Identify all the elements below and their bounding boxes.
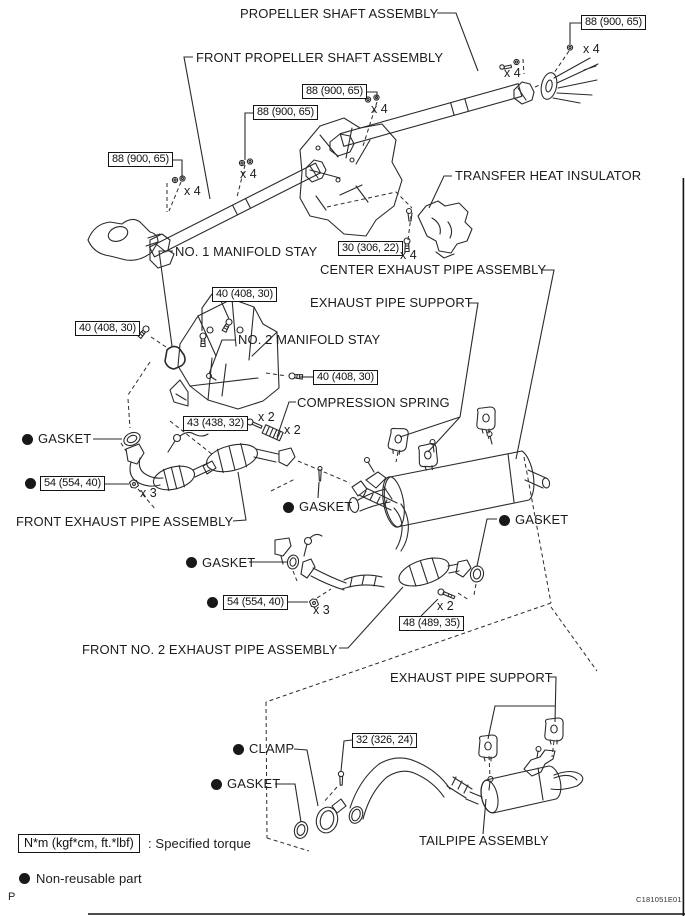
transfer-case-sketch [300, 118, 402, 236]
torque-40-stay-upper: 40 (408, 30) [212, 287, 277, 302]
label-gasket-4: GASKET [515, 512, 569, 527]
qty-x4-front-lower: x 4 [184, 184, 201, 198]
torque-43-spring-bolt: 43 (438, 32) [183, 416, 248, 431]
legend-torque-desc: : Specified torque [148, 836, 251, 851]
figure-code: C181051E01 [636, 895, 682, 904]
torque-88-center-flange: 88 (900, 65) [302, 84, 367, 99]
torque-30-heat-insulator: 30 (306, 22) [338, 241, 403, 256]
torque-40-stay-right: 40 (408, 30) [313, 370, 378, 385]
label-tailpipe-assembly: TAILPIPE ASSEMBLY [419, 833, 549, 848]
label-front-exhaust-pipe-assembly: FRONT EXHAUST PIPE ASSEMBLY [16, 514, 234, 529]
legend-non-reusable-dot [19, 873, 30, 884]
non-reusable-dot-gasket-3 [186, 557, 197, 568]
label-no1-manifold-stay: NO. 1 MANIFOLD STAY [175, 244, 318, 259]
qty-x4-insulator: x 4 [400, 248, 417, 262]
qty-x2-spring-bolt: x 2 [258, 410, 275, 424]
non-reusable-dot-gasket-1 [22, 434, 33, 445]
label-exhaust-pipe-support-2: EXHAUST PIPE SUPPORT [390, 670, 553, 685]
torque-54-no2-pipe: 54 (554, 40) [223, 595, 288, 610]
non-reusable-dot-gasket-5 [211, 779, 222, 790]
label-gasket-5: GASKET [227, 776, 281, 791]
non-reusable-dot-gasket-2 [283, 502, 294, 513]
torque-48-no2-outlet: 48 (489, 35) [399, 616, 464, 631]
page-frame [88, 178, 685, 916]
torque-40-stay-left: 40 (408, 30) [75, 321, 140, 336]
torque-32-clamp: 32 (326, 24) [352, 733, 417, 748]
qty-x2-spring: x 2 [284, 423, 301, 437]
torque-54-front-pipe: 54 (554, 40) [40, 476, 105, 491]
label-no2-manifold-stay: NO. 2 MANIFOLD STAY [238, 332, 381, 347]
no1-manifold-stay-part [165, 346, 185, 369]
label-gasket-2: GASKET [299, 499, 353, 514]
non-reusable-dot-54b [207, 597, 218, 608]
legend-non-reusable-text: Non-reusable part [36, 871, 142, 886]
legend-torque-unit-box: N*m (kgf*cm, ft.*lbf) [18, 834, 140, 853]
non-reusable-dot-54a [25, 478, 36, 489]
label-exhaust-pipe-support-1: EXHAUST PIPE SUPPORT [310, 295, 473, 310]
non-reusable-dot-gasket-4 [499, 515, 510, 526]
label-transfer-heat-insulator: TRANSFER HEAT INSULATOR [455, 168, 642, 183]
torque-88-front-upper: 88 (900, 65) [253, 105, 318, 120]
qty-x4-rear-flange: x 4 [583, 42, 600, 56]
front-exhaust-pipe-sketch [122, 430, 295, 494]
torque-88-rear-flange: 88 (900, 65) [581, 15, 646, 30]
qty-x2-no2-outlet: x 2 [437, 599, 454, 613]
label-propeller-shaft-assembly: PROPELLER SHAFT ASSEMBLY [240, 6, 439, 21]
clamp-sketch [313, 771, 346, 835]
no2-manifold-stay-bolt [207, 374, 217, 381]
label-clamp: CLAMP [249, 741, 295, 756]
qty-x4-center-flange: x 4 [371, 102, 388, 116]
label-gasket-1: GASKET [38, 431, 92, 446]
label-front-propeller-shaft-assembly: FRONT PROPELLER SHAFT ASSEMBLY [196, 50, 444, 65]
qty-x3-no2-pipe: x 3 [313, 603, 330, 617]
qty-x3-front-pipe: x 3 [140, 486, 157, 500]
engine-sketch [170, 299, 279, 409]
label-center-exhaust-pipe-assembly: CENTER EXHAUST PIPE ASSEMBLY [320, 262, 547, 277]
label-front-no2-exhaust-pipe-assembly: FRONT NO. 2 EXHAUST PIPE ASSEMBLY [82, 642, 338, 657]
page-marker: P [8, 891, 16, 903]
label-gasket-3: GASKET [202, 555, 256, 570]
qty-x4-center-bearing: x 4 [504, 66, 521, 80]
torque-88-front-lower: 88 (900, 65) [108, 152, 173, 167]
differential-flange-sketch [539, 58, 598, 103]
gasket-stud [318, 467, 322, 482]
tailpipe-sketch [347, 747, 583, 826]
label-compression-spring: COMPRESSION SPRING [297, 395, 450, 410]
rear-axle-sketch [88, 219, 160, 260]
qty-x4-front-upper: x 4 [240, 167, 257, 181]
tailpipe-gasket-sketch [293, 820, 310, 840]
non-reusable-dot-clamp [233, 744, 244, 755]
